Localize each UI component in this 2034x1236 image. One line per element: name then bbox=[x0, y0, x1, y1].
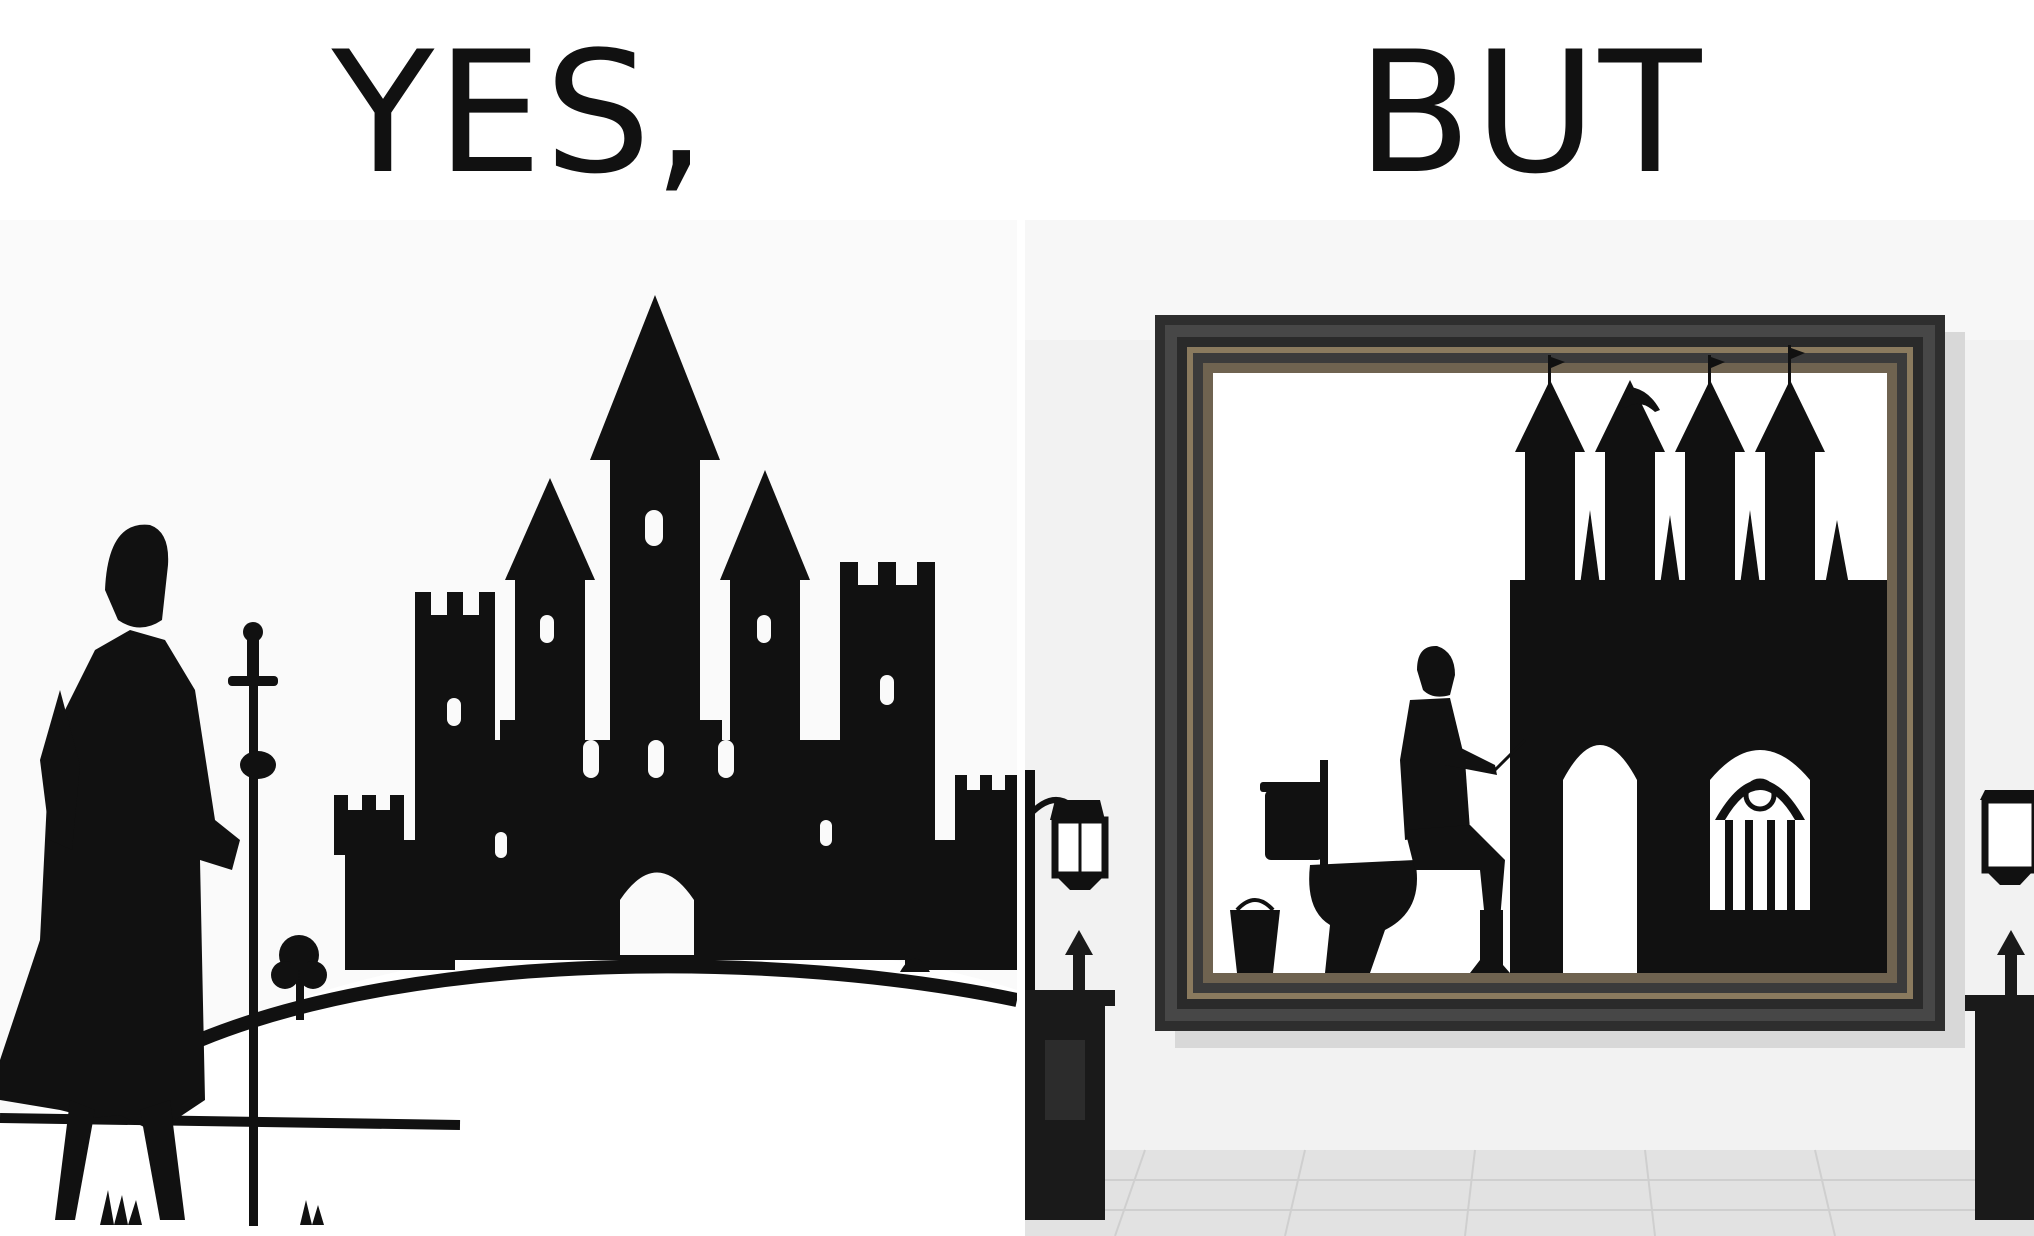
castle-scene-illustration bbox=[0, 220, 1017, 1236]
tower-door bbox=[1563, 745, 1637, 973]
wall-lamp-icon bbox=[1980, 790, 2034, 885]
framed-picture-illustration bbox=[1025, 220, 2034, 1236]
panel-left-castle-scene bbox=[0, 220, 1017, 1236]
caption-yes: YES, bbox=[331, 15, 709, 211]
floor bbox=[1025, 1150, 2034, 1236]
bucket-icon bbox=[1230, 900, 1280, 973]
caption-but: BUT bbox=[1356, 15, 1704, 211]
hand bbox=[240, 751, 276, 779]
panel-right-framed-picture-scene bbox=[1025, 220, 2034, 1236]
